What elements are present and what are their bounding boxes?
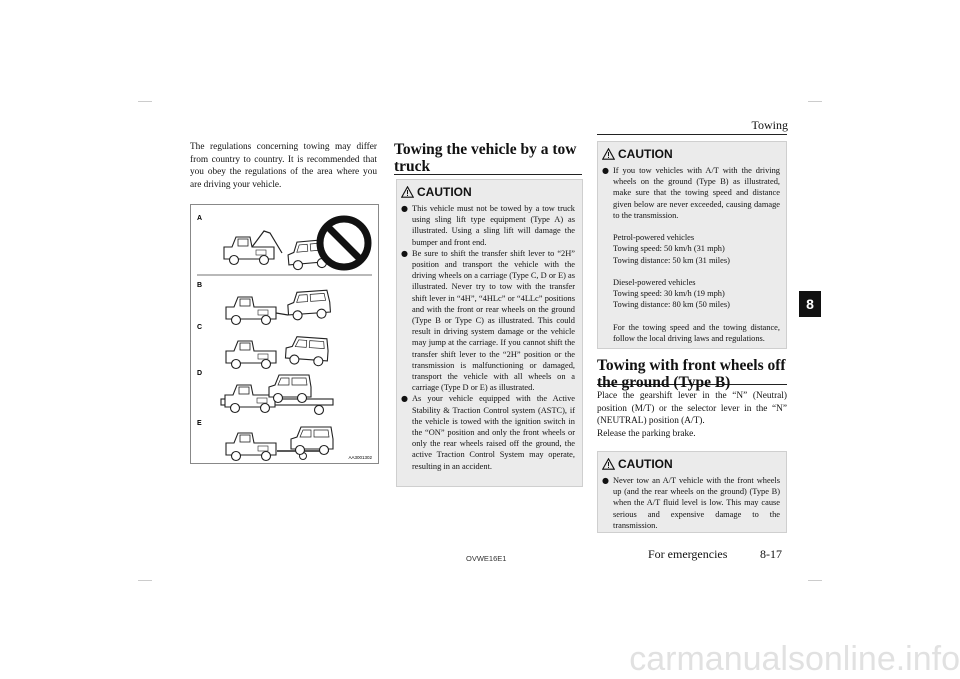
footer-document-code: OVWE16E1 [466, 554, 507, 563]
figure-label-d: D [197, 370, 203, 377]
carried-car-d [269, 375, 311, 403]
caution-header [401, 184, 575, 199]
figure-label-a: A [197, 215, 203, 222]
header-section-title: Towing [751, 118, 788, 132]
figure-label-c: C [197, 324, 203, 331]
caution-box-3 [597, 451, 787, 533]
crop-mark [808, 580, 822, 581]
towing-types-figure [190, 204, 379, 464]
crop-mark [138, 580, 152, 581]
tow-truck-c [226, 341, 276, 369]
caution-item [602, 165, 780, 344]
tow-truck-e [226, 433, 276, 461]
figure-label-e: E [197, 420, 202, 427]
caution-text: This vehicle must not be towed by a tow truck using sling lift type equipment (Type A) as illustrated. Using a sling lift will damage the bumper and front end. [412, 204, 575, 247]
caution-label: CAUTION [618, 146, 673, 161]
caution-header [602, 146, 780, 161]
figure-label-b: B [197, 282, 203, 289]
bullet-icon: ● [401, 204, 408, 213]
parking-brake-instruction: Release the parking brake. [597, 428, 696, 439]
bullet-icon: ● [401, 394, 408, 404]
tow-bar-b [276, 313, 288, 315]
bullet-icon: ● [401, 248, 408, 258]
chapter-tab[interactable]: 8 [799, 291, 821, 317]
crop-mark [138, 101, 152, 102]
caution-item [401, 393, 575, 471]
figure-code: AA3001302 [348, 455, 372, 460]
caution-text: If you tow vehicles with A/T with the driving wheels on the ground (Type B) as illustrated, make sure that the towing speed and distance given below are never exceeded, causing damage to the transmission. Petrol-powered vehicles Towing speed: 50 km/h (31 mph) Towing distance: 50 km (31 miles) Diesel-powered vehicles Towing speed: 30 km/h (19 mph) Towing distance: 80 km (50 miles) For the towing speed and the towing distance, follow the local driving laws and regulations. [613, 166, 780, 344]
towing-illustration [191, 205, 378, 463]
caution-box-2 [597, 141, 787, 349]
prohibited-sign-icon [320, 219, 368, 267]
caution-text: Never tow an A/T vehicle with the front wheels up (and the rear wheels on the ground) (Type B) when the A/T fluid level is low. This may cause serious and expensive damage to the transmission. [613, 476, 780, 530]
caution-item [401, 203, 575, 248]
front-wheels-section-title: Towing with front wheels off the ground (Type B) [597, 357, 786, 391]
caution-text: Be sure to shift the transfer shift lever to “2H” position and transport the vehicle with the driving wheels on a carriage (Type C, D or E) as illustrated. Never try to tow with the transfer shift lever in “4H”, “4HLc” or “4LLc” positions and with the front or rear wheels on the ground (Type B or Type C) as illustrated. This could result in driving system damage or the vehicle may jump at the carriage. If you cannot shift the transfer shift lever to the “2H” position or the transmission is malfunctioning or damaged, transport the vehicle with all wheels on a carriage (Type D or E) as illustrated. [412, 248, 575, 393]
caution-label: CAUTION [417, 184, 472, 199]
towed-car-c [285, 336, 329, 366]
caution-item [401, 248, 575, 394]
intro-paragraph: The regulations concerning towing may differ from country to country. It is recommended that you obey the regulations of the area where you are driving your vehicle. [190, 142, 377, 190]
front-wheels-paragraph [597, 390, 787, 440]
tow-truck-b [226, 297, 276, 325]
towed-car-b [287, 290, 331, 320]
caution-text: As your vehicle equipped with the Active Stability & Traction Control system (ASTC), if the vehicle is towed with the ignition switch in the “ON” position and only the front wheels or only the rear wheels raised off the ground, the active Traction Control System may operate, resulting in an accident. [412, 394, 575, 471]
footer-section-name: For emergencies [648, 547, 728, 561]
warning-triangle-icon [602, 148, 615, 160]
towing-section-title: Towing the vehicle by a tow truck [394, 141, 582, 175]
footer-page-number: 8-17 [760, 547, 782, 561]
warning-triangle-icon [401, 186, 414, 198]
caution-box-1 [396, 179, 583, 487]
header-rule [597, 134, 787, 135]
caution-header [602, 456, 780, 471]
caution-label: CAUTION [618, 456, 673, 471]
caution-item [602, 475, 780, 531]
front-wheels-instruction: Place the gearshift lever in the “N” (Neutral) position (M/T) or the selector lever in the “N” (NEUTRAL) position (A/T). [597, 391, 787, 427]
crop-mark [808, 101, 822, 102]
tow-truck-a [224, 231, 282, 265]
warning-triangle-icon [602, 458, 615, 470]
bullet-icon: ● [602, 476, 609, 485]
bullet-icon: ● [602, 166, 609, 175]
watermark: carmanualsonline.info [629, 640, 960, 678]
